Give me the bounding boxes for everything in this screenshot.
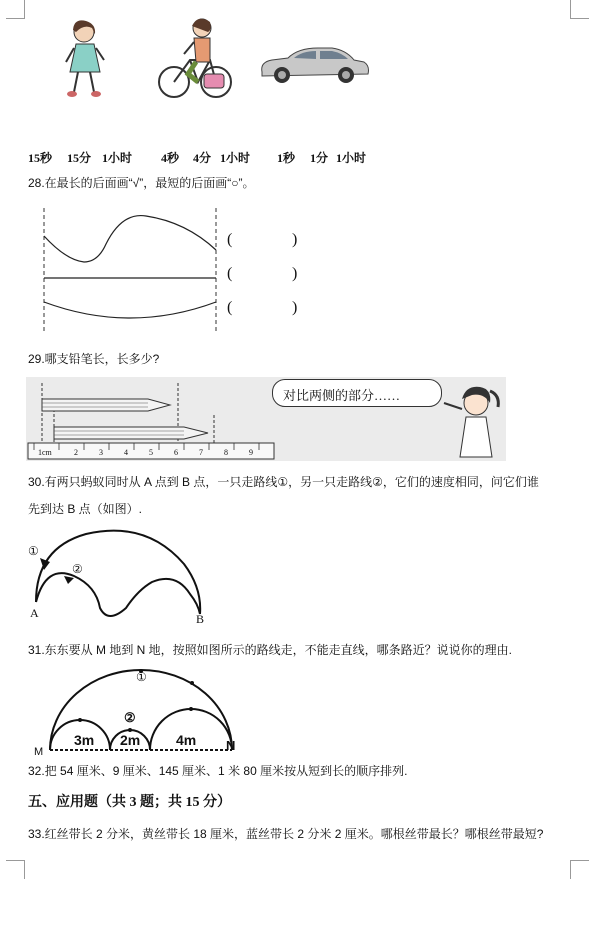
corner-mark-top-left xyxy=(6,0,25,19)
speech-bubble xyxy=(272,379,442,407)
q29-figure xyxy=(26,377,506,461)
ruler-label: 9 xyxy=(249,448,253,457)
speech-bubble-text: 对比两侧的部分…… xyxy=(283,388,401,403)
route-2-label: ② xyxy=(124,710,136,725)
answer-paren-open: ( xyxy=(227,299,233,316)
point-m-label: M xyxy=(34,746,44,758)
time-option: 4分 xyxy=(193,151,212,165)
time-option: 1分 xyxy=(310,151,329,165)
car-image xyxy=(258,42,370,86)
q28-question: 28.在最长的后面画“√”，最短的后面画“○”。 xyxy=(28,176,255,190)
girl-walking-image xyxy=(62,18,110,100)
point-n-label: N xyxy=(226,738,236,753)
q33-question: 33.红丝带长 2 分米，黄丝带长 18 厘米，蓝丝带长 2 分米 2 厘米。哪根丝带最长？哪根丝带最短? xyxy=(28,827,544,841)
corner-mark-top-right xyxy=(570,0,589,19)
ruler-label: 3 xyxy=(99,448,103,457)
answer-paren-close: ) xyxy=(292,231,298,248)
ruler-label: 8 xyxy=(224,448,228,457)
answer-paren-open: ( xyxy=(227,231,233,248)
ant-routes-diagram xyxy=(26,524,216,628)
corner-mark-bottom-right xyxy=(570,860,589,879)
time-option: 15秒 xyxy=(28,151,53,165)
ruler-label: 1cm xyxy=(38,448,52,457)
segment-3m-label: 3m xyxy=(74,732,95,748)
route-2-label: ② xyxy=(72,562,83,576)
q28-lines-diagram xyxy=(36,204,226,338)
q30-question-line2: 先到达 B 点（如图）. xyxy=(28,502,143,516)
q31-question: 31.东东要从 M 地到 N 地，按照如图所示的路线走，不能走直线，哪条路近？说说你的理由. xyxy=(28,643,513,657)
time-option: 4秒 xyxy=(161,151,180,165)
corner-mark-bottom-left xyxy=(6,860,25,879)
answer-paren-close: ) xyxy=(292,265,298,282)
time-option: 1小时 xyxy=(336,151,367,165)
route-1-label: ① xyxy=(136,670,147,684)
segment-2m-label: 2m xyxy=(120,732,141,748)
girl-bicycle-image xyxy=(158,16,232,104)
q30-question-line1: 30.有两只蚂蚁同时从 A 点到 B 点，一只走路线①，另一只走路线②，它们的速度相同，问它们谁 xyxy=(28,475,539,489)
ruler-label: 7 xyxy=(199,448,203,457)
answer-paren-open: ( xyxy=(227,265,233,282)
route-1-label: ① xyxy=(28,544,39,558)
q29-question: 29.哪支铅笔长，长多少? xyxy=(28,352,160,366)
q32-question: 32.把 54 厘米、9 厘米、145 厘米、1 米 80 厘米按从短到长的顺序排列. xyxy=(28,764,408,778)
time-option: 15分 xyxy=(67,151,92,165)
point-b-label: B xyxy=(196,612,205,626)
ruler-label: 4 xyxy=(124,448,128,457)
time-option: 1小时 xyxy=(102,151,133,165)
answer-paren-close: ) xyxy=(292,299,298,316)
ruler-label: 6 xyxy=(174,448,178,457)
segment-4m-label: 4m xyxy=(176,732,197,748)
time-option: 1小时 xyxy=(220,151,251,165)
section-five-title: 五、应用题（共 3 题；共 15 分） xyxy=(28,795,231,810)
time-option: 1秒 xyxy=(277,151,296,165)
point-a-label: A xyxy=(30,606,39,620)
girl-pointing-image xyxy=(442,381,506,461)
ruler-label: 5 xyxy=(149,448,153,457)
ruler-label: 2 xyxy=(74,448,78,457)
